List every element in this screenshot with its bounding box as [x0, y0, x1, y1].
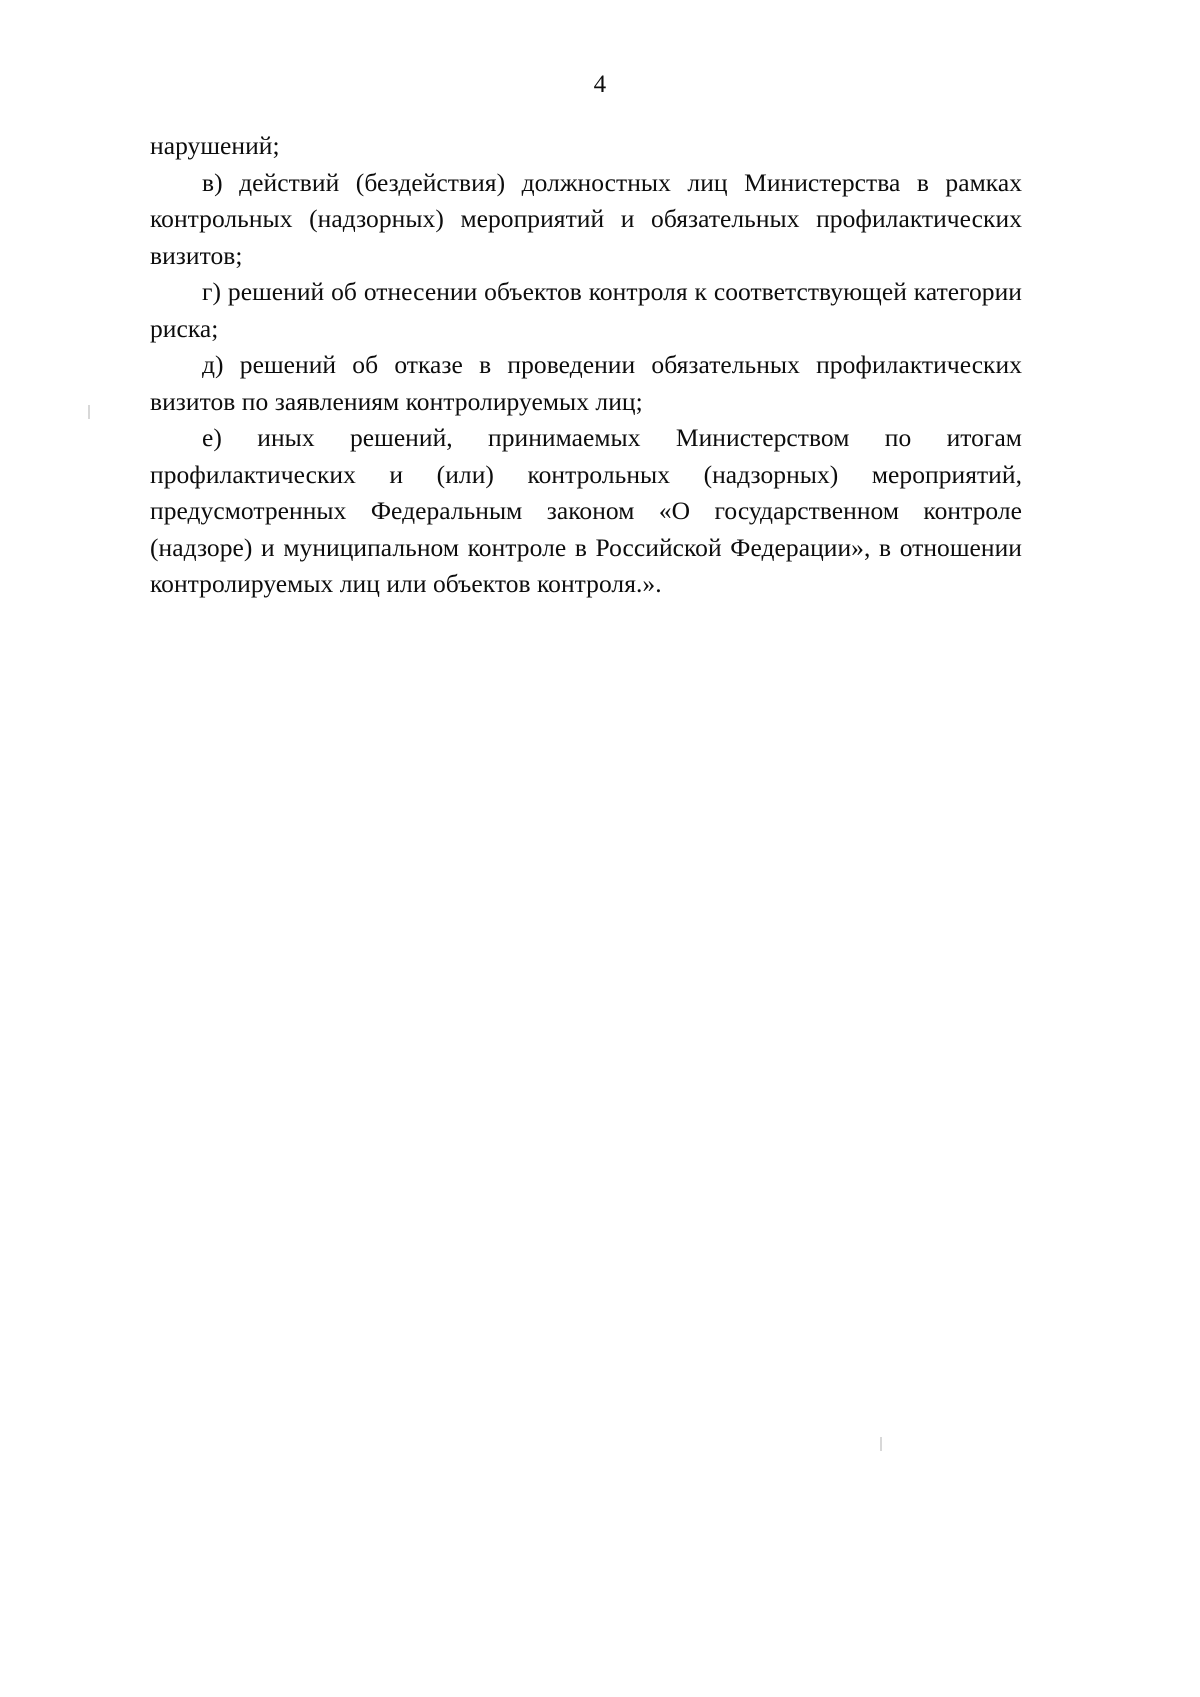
paragraph-item-d: д) решений об отказе в проведении обязательных профилактических визитов по заявлениям контролируемых лиц; — [150, 350, 1022, 416]
document-body — [150, 128, 1022, 603]
paragraph-continuation: нарушений; — [150, 131, 280, 160]
paragraph-item-g: г) решений об отнесении объектов контроля к соответствующей категории риска; — [150, 277, 1022, 343]
margin-mark-top — [88, 405, 90, 419]
page-number: 4 — [593, 71, 607, 98]
paragraph-item-e: е) иных решений, принимаемых Министерством по итогам профилактических и (или) контрольных (надзорных) мероприятий, предусмотренных Федеральным законом «О государственном контроле (надзоре) и муниципальном контроле в Российской Федерации», в отношении контролируемых лиц или объектов контроля.». — [150, 423, 1022, 598]
margin-mark-bottom — [880, 1437, 882, 1451]
paragraph-item-v: в) действий (бездействия) должностных лиц Министерства в рамках контрольных (надзорных) мероприятий и обязательных профилактических визитов; — [150, 167, 1022, 270]
